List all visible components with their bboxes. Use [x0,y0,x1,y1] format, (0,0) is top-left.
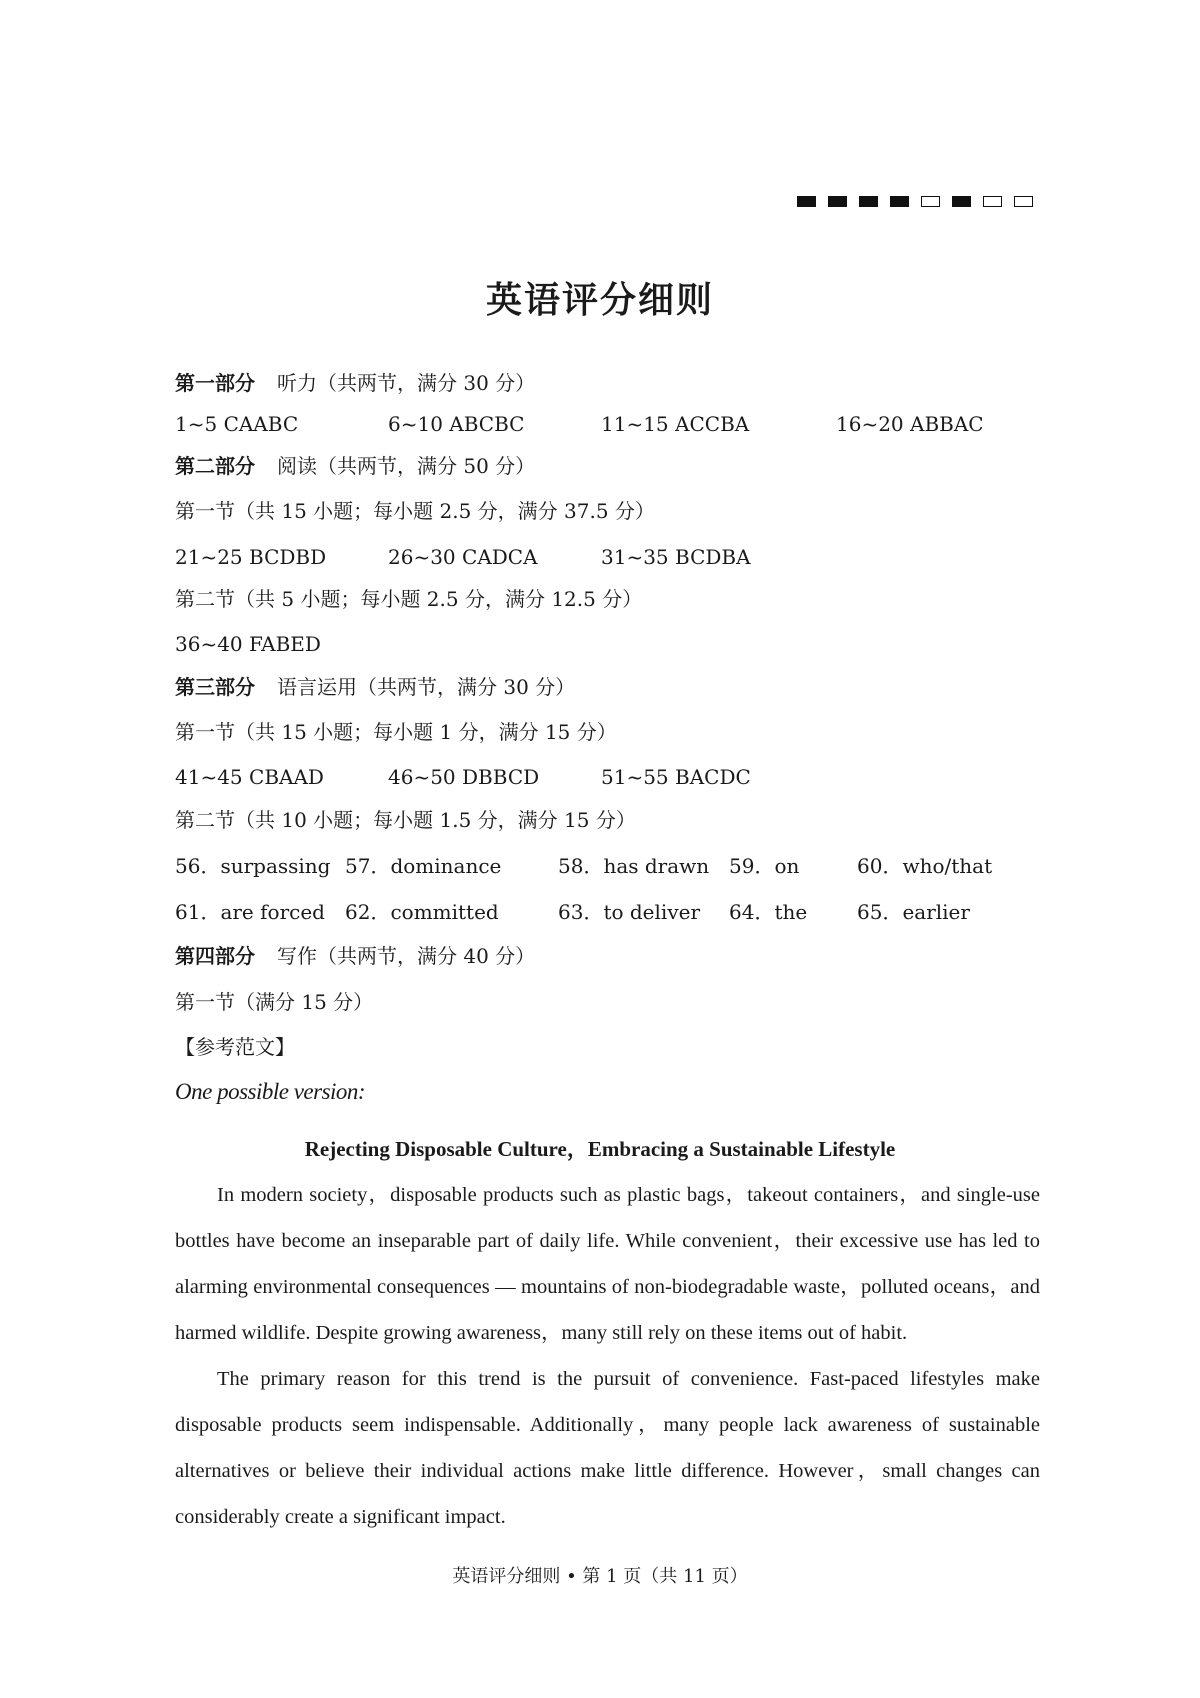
answer-group: 31~35 BCDBA [601,545,751,569]
answer-group: 1~5 CAABC [175,412,299,436]
fill-answer: 62．committed [345,900,499,924]
page-title: 英语评分细则 [485,279,714,321]
part3-head: 第三部分 [175,675,255,699]
answer-group: 21~25 BCDBD [175,545,327,569]
empty-square-mark [983,196,1002,207]
fill-answer: 58．has drawn [558,854,710,878]
part4-desc: 写作（共两节，满分 40 分） [277,944,536,968]
essay-title: Rejecting Disposable Culture，Embracing a Sustainable Lifestyle [304,1137,896,1161]
part3-section2: 第二节（共 10 小题；每小题 1.5 分，满分 15 分） [175,808,636,832]
answer-group: 51~55 BACDC [601,765,751,789]
essay-body [175,1172,1040,1540]
fill-answer: 65．earlier [857,900,970,924]
filled-square-mark [797,196,816,207]
answer-group: 16~20 ABBAC [836,412,984,436]
answer-group: 26~30 CADCA [388,545,538,569]
fill-answer: 61．are forced [175,900,325,924]
part2-heading [175,452,535,480]
part4-section1: 第一节（满分 15 分） [175,990,374,1014]
answer-group: 11~15 ACCBA [601,412,750,436]
filled-square-mark [952,196,971,207]
part4-heading [175,942,535,970]
part2-head: 第二部分 [175,454,255,478]
filled-square-mark [859,196,878,207]
part4-head: 第四部分 [175,944,255,968]
version-label: One possible version: [175,1079,366,1104]
fill-answer: 59．on [729,854,800,878]
part1-head: 第一部分 [175,371,255,395]
fill-answer: 64．the [729,900,808,924]
part2-section2: 第二节（共 5 小题；每小题 2.5 分，满分 12.5 分） [175,587,643,611]
answer-group: 6~10 ABCBC [388,412,525,436]
fill-answer: 56．surpassing [175,854,331,878]
reference-label: 【参考范文】 [175,1035,295,1059]
part1-heading [175,369,535,397]
answer-group: 41~45 CBAAD [175,765,324,789]
part2-desc: 阅读（共两节，满分 50 分） [277,454,536,478]
fill-answer: 57．dominance [345,854,502,878]
filled-square-mark [828,196,847,207]
part2-section1: 第一节（共 15 小题；每小题 2.5 分，满分 37.5 分） [175,499,655,523]
header-marks [797,196,1033,207]
answer-group: 36~40 FABED [175,632,321,656]
fill-answer: 60．who/that [857,854,993,878]
part3-section1: 第一节（共 15 小题；每小题 1 分，满分 15 分） [175,720,617,744]
fill-answer: 63．to deliver [558,900,701,924]
empty-square-mark [921,196,940,207]
part3-heading [175,673,575,701]
page-footer: 英语评分细则 • 第 1 页（共 11 页） [452,1566,748,1587]
part1-desc: 听力（共两节，满分 30 分） [277,371,536,395]
filled-square-mark [890,196,909,207]
essay-paragraph: In modern society，disposable products such as plastic bags，takeout containers，and single-use bottles have become an inseparable part of daily life. While convenient，their excessive use has led to alarming environmental consequences — mountains of non-biodegradable waste，polluted oceans，and harmed wildlife. Despite growing awareness，many still rely on these items out of habit. [175,1184,1040,1344]
part3-desc: 语言运用（共两节，满分 30 分） [277,675,576,699]
answer-group: 46~50 DBBCD [388,765,540,789]
empty-square-mark [1014,196,1033,207]
essay-paragraph: The primary reason for this trend is the pursuit of convenience. Fast-paced lifestyles make disposable products seem indispensable. Additionally，many people lack awareness of sustainable alternatives or believe their individual actions make little difference. However，small changes can considerably create a significant impact. [175,1368,1040,1528]
